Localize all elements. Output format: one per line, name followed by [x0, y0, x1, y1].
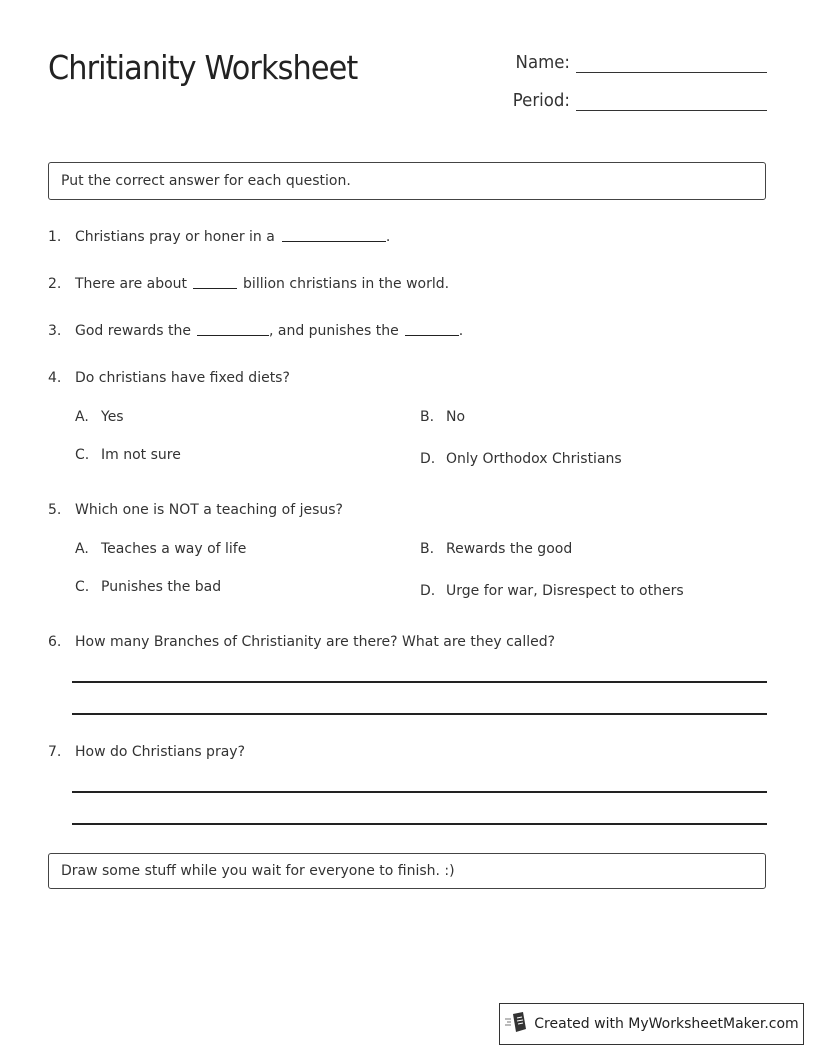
- option-5d[interactable]: [420, 583, 684, 599]
- option-letter: C.: [75, 579, 90, 595]
- question-number: 6.: [48, 634, 62, 650]
- question-number: 1.: [48, 229, 62, 245]
- question-number: 2.: [48, 276, 62, 292]
- answer-blank-2[interactable]: [405, 323, 459, 336]
- answer-blank[interactable]: [193, 276, 237, 289]
- period-field[interactable]: [490, 90, 767, 111]
- name-line[interactable]: [576, 52, 767, 73]
- option-letter: A.: [75, 409, 89, 425]
- option-text: Im not sure: [101, 447, 181, 463]
- option-letter: B.: [420, 541, 435, 557]
- question-1: [48, 229, 390, 245]
- option-text: Urge for war, Disrespect to others: [446, 583, 684, 599]
- question-3: [48, 323, 463, 339]
- question-text: There are about: [75, 276, 188, 292]
- answer-blank[interactable]: [282, 229, 386, 242]
- question-number: 3.: [48, 323, 62, 339]
- option-4c[interactable]: [75, 447, 181, 463]
- option-text: Only Orthodox Christians: [446, 451, 622, 467]
- option-text: Punishes the bad: [101, 579, 222, 595]
- question-text: How do Christians pray?: [75, 744, 245, 760]
- closing-instructions-text: Draw some stuff while you wait for everyone to finish. :): [61, 863, 455, 879]
- option-text: Rewards the good: [446, 541, 573, 557]
- answer-blank-1[interactable]: [197, 323, 269, 336]
- answer-line[interactable]: [72, 791, 767, 793]
- footer-text: Created with MyWorksheetMaker.com: [534, 1016, 799, 1032]
- option-letter: C.: [75, 447, 90, 463]
- footer-badge[interactable]: [499, 1003, 804, 1045]
- question-text-end: .: [458, 323, 464, 339]
- period-line[interactable]: [576, 90, 767, 111]
- question-text: How many Branches of Christianity are there? What are they called?: [75, 634, 556, 650]
- option-5a[interactable]: [75, 541, 246, 557]
- question-text: Which one is NOT a teaching of jesus?: [75, 502, 343, 518]
- instructions-box: [48, 162, 766, 200]
- question-5: [48, 502, 343, 518]
- answer-line[interactable]: [72, 681, 767, 683]
- question-number: 5.: [48, 502, 62, 518]
- question-text-mid: , and punishes the: [268, 323, 399, 339]
- option-text: Yes: [101, 409, 124, 425]
- option-5b[interactable]: [420, 541, 572, 557]
- instructions-text: Put the correct answer for each question.: [61, 173, 351, 189]
- option-letter: B.: [420, 409, 435, 425]
- worksheet-maker-logo-icon: [504, 1011, 534, 1037]
- name-label: Name:: [515, 52, 570, 73]
- question-text: God rewards the: [75, 323, 191, 339]
- question-2: [48, 276, 449, 292]
- period-label: Period:: [512, 90, 570, 111]
- option-4d[interactable]: [420, 451, 622, 467]
- question-number: 7.: [48, 744, 62, 760]
- question-4: [48, 370, 290, 386]
- option-letter: A.: [75, 541, 89, 557]
- name-field[interactable]: [490, 52, 767, 73]
- question-text: Do christians have fixed diets?: [75, 370, 290, 386]
- question-text-end: billion christians in the world.: [243, 276, 450, 292]
- option-letter: D.: [420, 451, 436, 467]
- option-text: No: [446, 409, 466, 425]
- answer-line[interactable]: [72, 823, 767, 825]
- option-4a[interactable]: [75, 409, 124, 425]
- question-text: Christians pray or honer in a: [75, 229, 275, 245]
- question-6: [48, 634, 555, 650]
- option-text: Teaches a way of life: [101, 541, 247, 557]
- option-letter: D.: [420, 583, 436, 599]
- question-7: [48, 744, 245, 760]
- question-text-end: .: [385, 229, 391, 245]
- option-4b[interactable]: [420, 409, 465, 425]
- closing-instructions-box: [48, 853, 766, 889]
- question-number: 4.: [48, 370, 62, 386]
- option-5c[interactable]: [75, 579, 221, 595]
- page-title: Chritianity Worksheet: [48, 48, 358, 87]
- answer-line[interactable]: [72, 713, 767, 715]
